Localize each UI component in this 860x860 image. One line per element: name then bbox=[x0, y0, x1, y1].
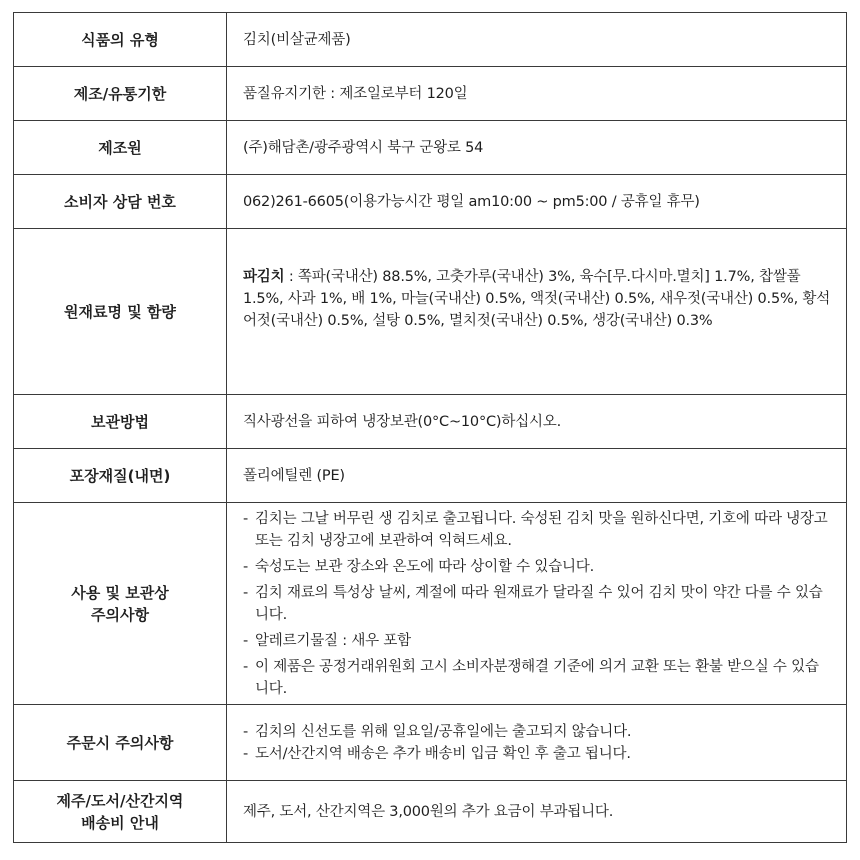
usage-caution-label-line1: 사용 및 보관상 bbox=[71, 583, 169, 602]
order-caution-list bbox=[243, 721, 832, 765]
list-item: - 김치의 신선도를 위해 일요일/공휴일에는 출고되지 않습니다. bbox=[243, 721, 832, 743]
shipping-fee-label-line1: 제주/도서/산간지역 bbox=[56, 791, 184, 810]
usage-caution-label bbox=[14, 503, 227, 705]
list-item: - 이 제품은 공정거래위원회 고시 소비자분쟁해결 기준에 의거 교환 또는 환불 받으실 수 있습니다. bbox=[243, 656, 832, 700]
list-item: - 알레르기물질 : 새우 포함 bbox=[243, 630, 832, 652]
shipping-fee-value: 제주, 도서, 산간지역은 3,000원의 추가 요금이 부과됩니다. bbox=[227, 781, 847, 843]
product-name: 파김치 bbox=[243, 268, 285, 285]
ingredients-list: : 쪽파(국내산) 88.5%, 고춧가루(국내산) 3%, 육수[무.다시마.멸치] 1.7%, 찹쌀풀 1.5%, 사과 1%, 배 1%, 마늘(국내산) 0.5%, 액젓(국내산) 0.5%, 새우젓(국내산) 0.5%, 황석어젓(국내산) 0.5%, 설탕 0.5%, 멸치젓(국내산) 0.5%, 생강(국내산) 0.3% bbox=[243, 268, 830, 329]
expiry-label: 제조/유통기한 bbox=[14, 67, 227, 121]
ingredients-text bbox=[243, 266, 832, 358]
packaging-value: 폴리에틸렌 (PE) bbox=[227, 449, 847, 503]
packaging-label: 포장재질(내면) bbox=[14, 449, 227, 503]
table-row bbox=[14, 503, 847, 705]
list-item: - 도서/산간지역 배송은 추가 배송비 입금 확인 후 출고 됩니다. bbox=[243, 743, 832, 765]
table-row bbox=[14, 781, 847, 843]
list-item: - 김치 재료의 특성상 날씨, 계절에 따라 원재료가 달라질 수 있어 김치 맛이 약간 다를 수 있습니다. bbox=[243, 582, 832, 626]
storage-label: 보관방법 bbox=[14, 395, 227, 449]
ingredients-value bbox=[227, 229, 847, 395]
table-row bbox=[14, 705, 847, 781]
product-info-table bbox=[13, 12, 847, 843]
table-row bbox=[14, 121, 847, 175]
table-row bbox=[14, 449, 847, 503]
table-row bbox=[14, 175, 847, 229]
consumer-contact-label: 소비자 상담 번호 bbox=[14, 175, 227, 229]
table-row bbox=[14, 13, 847, 67]
table-row bbox=[14, 229, 847, 395]
storage-value: 직사광선을 피하여 냉장보관(0°C~10°C)하십시오. bbox=[227, 395, 847, 449]
shipping-fee-label-line2: 배송비 안내 bbox=[81, 813, 159, 832]
table-row bbox=[14, 67, 847, 121]
usage-caution-label-line2: 주의사항 bbox=[91, 605, 149, 624]
list-item: - 숙성도는 보관 장소와 온도에 따라 상이할 수 있습니다. bbox=[243, 556, 832, 578]
consumer-contact-value: 062)261-6605(이용가능시간 평일 am10:00 ~ pm5:00 / 공휴일 휴무) bbox=[227, 175, 847, 229]
usage-caution-value bbox=[227, 503, 847, 705]
food-type-label: 식품의 유형 bbox=[14, 13, 227, 67]
ingredients-label: 원재료명 및 함량 bbox=[14, 229, 227, 395]
expiry-value: 품질유지기한 : 제조일로부터 120일 bbox=[227, 67, 847, 121]
list-item: - 김치는 그날 버무린 생 김치로 출고됩니다. 숙성된 김치 맛을 원하신다면, 기호에 따라 냉장고 또는 김치 냉장고에 보관하여 익혀드세요. bbox=[243, 508, 832, 552]
usage-caution-list bbox=[243, 508, 832, 700]
order-caution-value bbox=[227, 705, 847, 781]
table-row bbox=[14, 395, 847, 449]
order-caution-label: 주문시 주의사항 bbox=[14, 705, 227, 781]
food-type-value: 김치(비살균제품) bbox=[227, 13, 847, 67]
shipping-fee-label bbox=[14, 781, 227, 843]
manufacturer-label: 제조원 bbox=[14, 121, 227, 175]
manufacturer-value: (주)해담촌/광주광역시 북구 군왕로 54 bbox=[227, 121, 847, 175]
